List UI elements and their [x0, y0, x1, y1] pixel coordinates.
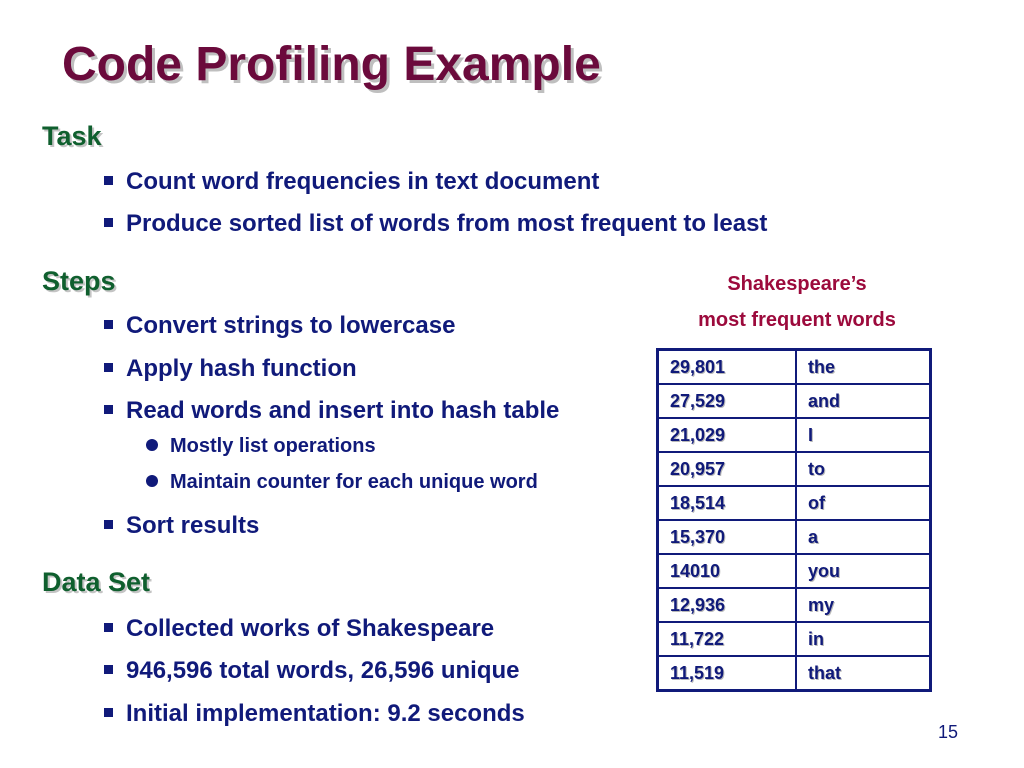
bullet-item — [104, 699, 525, 729]
sub-bullet-item — [146, 433, 376, 459]
bullet-item — [104, 311, 455, 341]
word-cell: to — [796, 452, 931, 486]
square-bullet-icon — [104, 665, 113, 674]
square-bullet-icon — [104, 218, 113, 227]
count-cell: 29,801 — [658, 350, 797, 385]
count-cell: 11,722 — [658, 622, 797, 656]
count-cell: 20,957 — [658, 452, 797, 486]
bullet-item — [104, 656, 520, 686]
count-cell: 11,519 — [658, 656, 797, 691]
word-cell: my — [796, 588, 931, 622]
section-heading-data-set: Data Set — [42, 567, 151, 597]
word-cell: and — [796, 384, 931, 418]
table-row — [658, 520, 931, 554]
bullet-item — [104, 511, 259, 541]
word-cell: of — [796, 486, 931, 520]
table-row — [658, 622, 931, 656]
bullet-item — [104, 167, 599, 197]
bullet-text: Collected works of Shakespeare — [126, 615, 495, 642]
table-row — [658, 554, 931, 588]
table-caption-line2: most frequent words — [698, 309, 896, 331]
round-bullet-icon — [146, 475, 158, 487]
slide-title: Code Profiling Example — [62, 38, 601, 91]
count-cell: 12,936 — [658, 588, 797, 622]
count-cell: 14010 — [658, 554, 797, 588]
bullet-text: Sort results — [126, 512, 260, 539]
bullet-item — [104, 396, 559, 426]
bullet-text: Produce sorted list of words from most frequent to least — [126, 210, 768, 237]
table-row — [658, 656, 931, 691]
word-cell: I — [796, 418, 931, 452]
bullet-item — [104, 209, 767, 239]
square-bullet-icon — [104, 405, 113, 414]
table-row — [658, 418, 931, 452]
round-bullet-icon — [146, 439, 158, 451]
bullet-text: Initial implementation: 9.2 seconds — [126, 700, 525, 727]
word-cell: that — [796, 656, 931, 691]
table-caption-line1: Shakespeare’s — [727, 273, 867, 295]
sub-bullet-text: Mostly list operations — [170, 435, 376, 457]
table-row — [658, 486, 931, 520]
section-heading-steps: Steps — [42, 266, 116, 296]
bullet-item — [104, 354, 357, 384]
sub-bullet-item — [146, 469, 538, 495]
square-bullet-icon — [104, 708, 113, 717]
word-frequency-table — [656, 348, 932, 692]
square-bullet-icon — [104, 520, 113, 529]
word-cell: in — [796, 622, 931, 656]
square-bullet-icon — [104, 176, 113, 185]
page-number: 15 — [938, 722, 959, 742]
bullet-item — [104, 614, 494, 644]
bullet-text: Count word frequencies in text document — [126, 168, 600, 195]
count-cell: 15,370 — [658, 520, 797, 554]
count-cell: 21,029 — [658, 418, 797, 452]
bullet-text: Apply hash function — [126, 355, 357, 382]
word-cell: the — [796, 350, 931, 385]
square-bullet-icon — [104, 623, 113, 632]
word-cell: you — [796, 554, 931, 588]
word-cell: a — [796, 520, 931, 554]
sub-bullet-text: Maintain counter for each unique word — [170, 471, 538, 493]
table-row — [658, 350, 931, 385]
bullet-text: 946,596 total words, 26,596 unique — [126, 657, 520, 684]
square-bullet-icon — [104, 320, 113, 329]
count-cell: 18,514 — [658, 486, 797, 520]
bullet-text: Convert strings to lowercase — [126, 312, 456, 339]
bullet-text: Read words and insert into hash table — [126, 397, 560, 424]
table-row — [658, 384, 931, 418]
table-row — [658, 588, 931, 622]
square-bullet-icon — [104, 363, 113, 372]
count-cell: 27,529 — [658, 384, 797, 418]
section-heading-task: Task — [42, 121, 102, 151]
table-row — [658, 452, 931, 486]
